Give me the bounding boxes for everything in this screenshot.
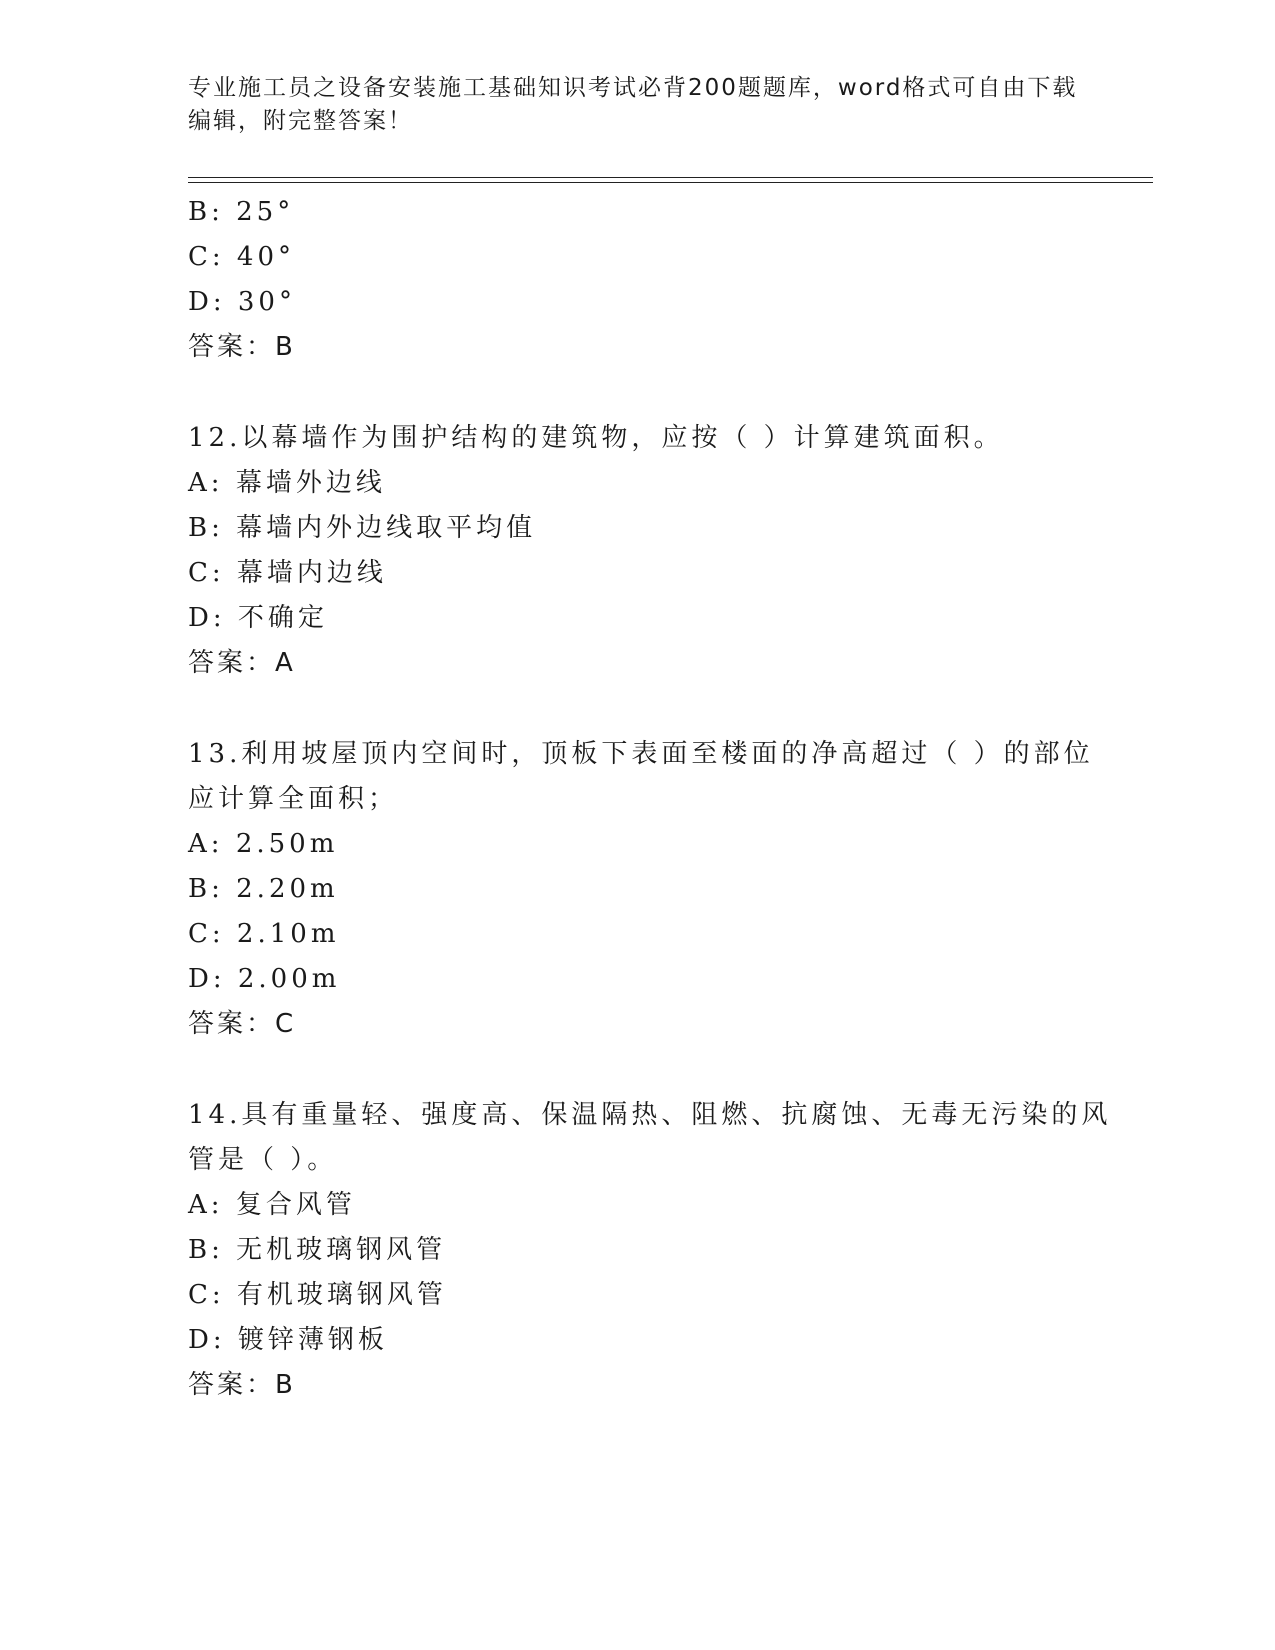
option-d (188, 1318, 1088, 1363)
option-text: 镀锌薄钢板 (237, 1325, 388, 1355)
question-stem-line-1: 13.利用坡屋顶内空间时，顶板下表面至楼面的净高超过（ ）的部位 (188, 739, 1094, 769)
document-header (188, 72, 1078, 138)
header-line-2: 编辑，附完整答案！ (188, 108, 413, 134)
option-c (188, 551, 1088, 596)
option-text: 幕墙内边线 (236, 558, 387, 588)
option-text: 复合风管 (235, 1190, 356, 1220)
option-label: B: (188, 874, 224, 904)
option-label: A: (188, 468, 224, 498)
option-text: 幕墙内外边线取平均值 (236, 513, 537, 543)
answer-line: 答案：B (188, 332, 296, 362)
option-c (188, 235, 1088, 280)
option-label: C: (188, 919, 225, 949)
option-d (188, 596, 1088, 641)
option-text: 2.00m (237, 964, 341, 994)
option-c (188, 1273, 1088, 1318)
option-b (188, 1228, 1088, 1273)
question-14 (188, 1093, 1112, 1408)
header-line-1: 专业施工员之设备安装施工基础知识考试必背200题题库，word格式可自由下载 (188, 75, 1078, 101)
option-d (188, 957, 1088, 1002)
question-12 (188, 416, 1088, 686)
option-text: 不确定 (237, 603, 328, 633)
answer-line: 答案：B (188, 1370, 296, 1400)
option-b (188, 867, 1088, 912)
spacer (188, 686, 1088, 732)
option-b (188, 190, 1088, 235)
option-label: D: (188, 287, 226, 317)
option-label: C: (188, 242, 225, 272)
question-stem-line-2: 应计算全面积； (188, 784, 399, 814)
option-a (188, 822, 1088, 867)
option-text: 2.50m (235, 829, 339, 859)
option-text: 40° (236, 242, 296, 272)
option-label: A: (188, 1190, 224, 1220)
option-d (188, 280, 1088, 325)
option-text: 2.20m (236, 874, 339, 904)
option-c (188, 912, 1088, 957)
option-label: C: (188, 1280, 225, 1310)
option-label: B: (188, 197, 224, 227)
question-list (188, 190, 1112, 1408)
option-label: A: (188, 829, 224, 859)
header-divider-bottom (188, 182, 1153, 183)
option-b (188, 506, 1088, 551)
option-label: D: (188, 1325, 226, 1355)
question-stem: 12.以幕墙作为围护结构的建筑物，应按（ ）计算建筑面积。 (188, 423, 1004, 453)
option-text: 幕墙外边线 (235, 468, 386, 498)
option-label: D: (188, 603, 226, 633)
question-11 (188, 190, 1088, 370)
spacer (188, 370, 1088, 416)
option-label: C: (188, 558, 225, 588)
option-a (188, 461, 1088, 506)
option-label: B: (188, 1235, 224, 1265)
option-text: 有机玻璃钢风管 (236, 1280, 447, 1310)
option-text: 2.10m (236, 919, 340, 949)
option-label: D: (188, 964, 226, 994)
option-text: 30° (237, 287, 296, 317)
option-text: 25° (236, 197, 295, 227)
answer-line: 答案：C (188, 1009, 297, 1039)
option-a (188, 1183, 1088, 1228)
header-divider-top (188, 177, 1153, 178)
option-label: B: (188, 513, 224, 543)
spacer (188, 1047, 1088, 1093)
answer-line: 答案：A (188, 648, 296, 678)
question-13 (188, 732, 1094, 1047)
question-stem-line-1: 14.具有重量轻、强度高、保温隔热、阻燃、抗腐蚀、无毒无污染的风 (188, 1100, 1112, 1130)
question-stem-line-2: 管是（ ）。 (188, 1145, 338, 1175)
option-text: 无机玻璃钢风管 (236, 1235, 447, 1265)
